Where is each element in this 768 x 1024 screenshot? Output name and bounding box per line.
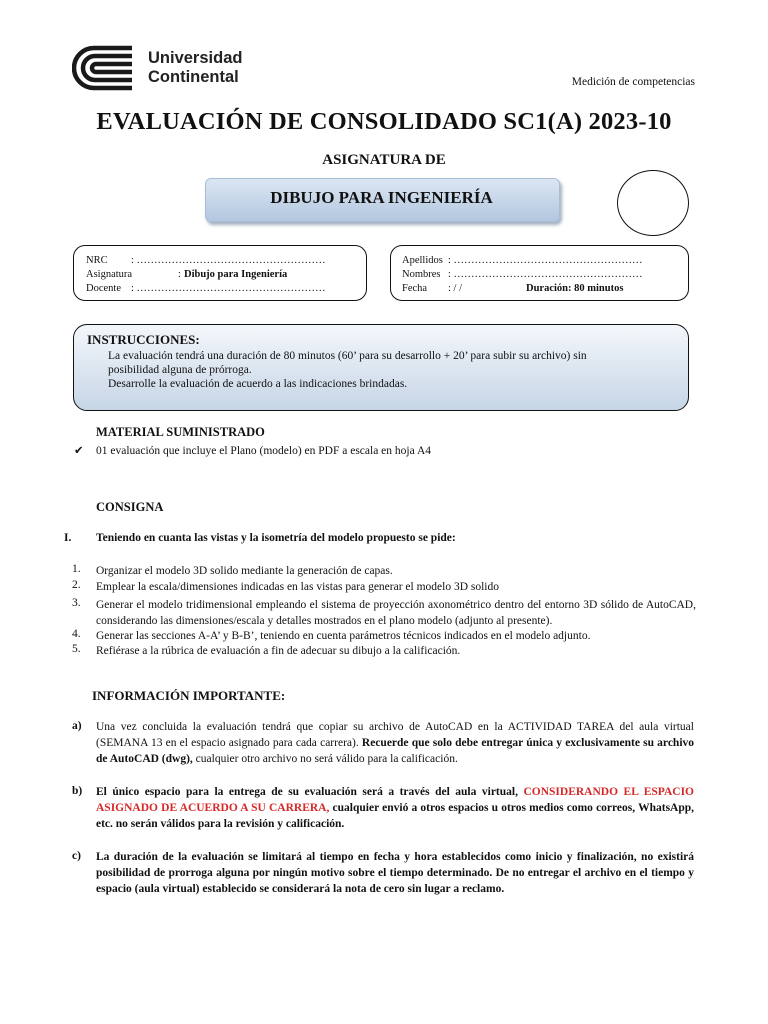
fecha-value: : / / <box>448 283 463 294</box>
item-b-label: b) <box>72 785 83 797</box>
fecha-row <box>402 282 624 295</box>
course-name: DIBUJO PARA INGENIERÍA <box>270 188 493 207</box>
item-a-text <box>96 719 694 767</box>
duracion-label: Duración: 80 minutos <box>526 283 624 294</box>
list-item: Refiérase a la rúbrica de evaluación a fin de adecuar su dibujo a la calificación. <box>96 645 461 657</box>
list-item-number: 2. <box>72 579 81 591</box>
docente-value: : ……………………………………………… <box>131 283 326 294</box>
nombres-value: : ……………………………………………… <box>448 269 643 280</box>
list-item-number: 1. <box>72 563 81 575</box>
list-item: Generar las secciones A-A’ y B-B’, teniendo en cuenta parámetros técnicos indicados en el modelo adjunto. <box>96 630 591 642</box>
item-c-label: c) <box>72 850 81 862</box>
instructions-line-2: posibilidad alguna de prórroga. <box>108 364 252 376</box>
nrc-value: : ……………………………………………… <box>131 255 326 266</box>
material-item: 01 evaluación que incluye el Plano (modelo) en PDF a escala en hoja A4 <box>96 445 431 457</box>
list-item-number: 4. <box>72 628 81 640</box>
instructions-title: INSTRUCCIONES: <box>87 332 200 347</box>
item-b-red: CONSIDERANDO EL ESPACIO ASIGNADO DE ACUERDO A SU CARRERA, <box>96 786 694 814</box>
asignatura-value: Dibujo para Ingeniería <box>184 269 288 280</box>
fecha-label: Fecha <box>402 283 428 294</box>
apellidos-label: Apellidos <box>402 255 443 266</box>
asignatura-field-label: Asignatura <box>86 269 133 280</box>
list-item: Organizar el modelo 3D solido mediante la generación de capas. <box>96 565 393 577</box>
nrc-label: NRC <box>86 255 108 266</box>
roman-numeral: I. <box>64 532 72 544</box>
university-line-2: Continental <box>148 68 239 86</box>
nombres-row <box>402 268 643 281</box>
nombres-label: Nombres <box>402 269 441 280</box>
item-a-text-1: Una vez concluida la evaluación tendrá que copiar su archivo de AutoCAD en la ACTIVIDAD TAREA del aula virtual (SEMANA 13 en el espacio asignado para cada carrera). <box>96 721 694 749</box>
info-heading: INFORMACIÓN IMPORTANTE: <box>92 688 286 703</box>
list-item: Emplear la escala/dimensiones indicadas en las vistas para generar el modelo 3D solido <box>96 581 500 593</box>
student-info-right <box>390 245 689 301</box>
apellidos-row <box>402 254 643 267</box>
university-logo <box>72 44 250 96</box>
material-heading: MATERIAL SUMINISTRADO <box>96 425 265 439</box>
docente-label: Docente <box>86 283 121 294</box>
list-item-number: 5. <box>72 643 81 655</box>
asignatura-colon: : <box>178 269 181 280</box>
nrc-row <box>86 254 326 267</box>
item-b-text <box>96 784 694 832</box>
docente-row <box>86 282 326 295</box>
page-title: EVALUACIÓN DE CONSOLIDADO SC1(A) 2023-10 <box>96 108 672 135</box>
item-b-text-2: cualquier envió a otros espacios u otros medios como correos, WhatsApp, etc. no serán válidos para la revisión y calificación. <box>96 802 695 830</box>
instructions-line-3: Desarrolle la evaluación de acuerdo a las indicaciones brindadas. <box>108 378 408 390</box>
list-item: Generar el modelo tridimensional empleando el sistema de proyección axonométrico dentro del entorno 3D sólido de AutoCAD, considerando las dimensiones/escala y detalles mostrados en el plano modelo (adjunto al presente). <box>96 599 696 627</box>
asignatura-heading: ASIGNATURA DE <box>322 152 446 168</box>
list-item-number: 3. <box>72 597 81 609</box>
consigna-subheading: Teniendo en cuanta las vistas y la isometría del modelo propuesto se pide: <box>96 532 456 544</box>
grade-circle <box>617 170 689 236</box>
apellidos-value: : ……………………………………………… <box>448 255 643 266</box>
instructions-line-1: La evaluación tendrá una duración de 80 minutos (60’ para su desarrollo + 20’ para subir su archivo) sin <box>108 350 587 362</box>
item-b-text-1: El único espacio para la entrega de su evaluación será a través del aula virtual, <box>96 786 518 798</box>
student-info-left <box>73 245 367 301</box>
university-line-1: Universidad <box>148 49 243 67</box>
asignatura-row <box>86 268 288 281</box>
item-a-text-2: cualquier otro archivo no será válido para la calificación. <box>195 753 458 765</box>
university-name <box>148 49 242 87</box>
university-logo-icon <box>72 44 138 92</box>
consigna-heading: CONSIGNA <box>96 500 164 514</box>
item-a-bold: Recuerde que solo debe entregar única y exclusivamente su archivo de AutoCAD (dwg), <box>96 737 695 765</box>
check-icon: ✔ <box>74 445 84 457</box>
item-a-label: a) <box>72 720 82 732</box>
item-c-text: La duración de la evaluación se limitará al tiempo en fecha y hora establecidos como inicio y finalización, no existirá posibilidad de prorroga alguna por ningún motivo sobre el tiempo determinado. De no entregar el archivo en el tiempo y espacio (aula virtual) establecido se considerará la nota de cero sin lugar a reclamo. <box>96 851 694 895</box>
competencias-label: Medición de competencias <box>571 76 695 88</box>
